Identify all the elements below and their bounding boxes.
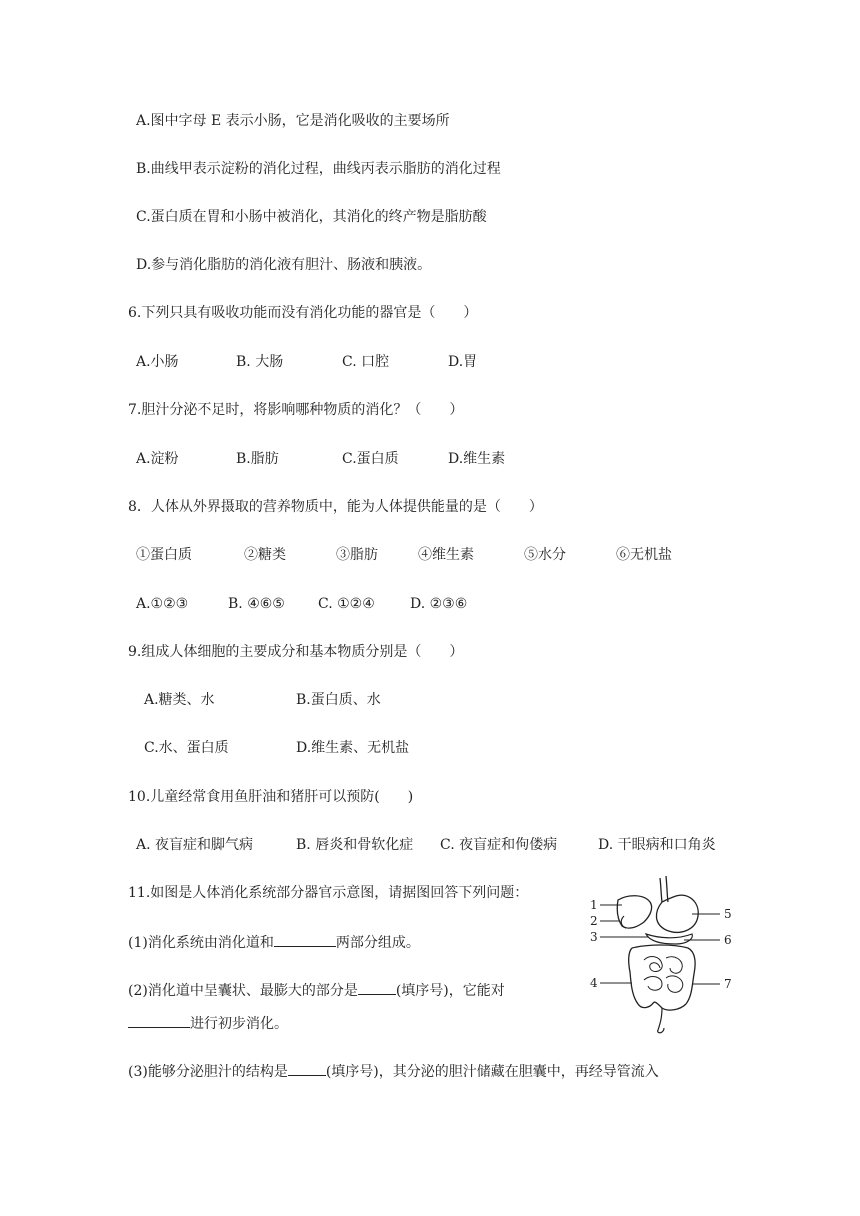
- q10-option-b: B. 唇炎和骨软化症: [296, 837, 414, 853]
- q11-part1-text-a: (1)消化系统由消化道和: [128, 935, 274, 951]
- q11-part2-cont: [128, 1013, 288, 1034]
- q6-stem: 6.下列只具有吸收功能而没有消化功能的器官是（ ）: [128, 305, 478, 321]
- q8-item-2: ②糖类: [244, 547, 286, 563]
- digestive-system-figure: [588, 872, 738, 1040]
- q11-part3-text-a: (3)能够分泌胆汁的结构是: [128, 1064, 288, 1080]
- q6-option-a: A.小肠: [136, 354, 179, 370]
- q8-item-4: ④维生素: [418, 547, 474, 563]
- q7-option-b: B.脂肪: [236, 451, 279, 467]
- q11-part3-text-b: (填序号)，其分泌的胆汁储藏在胆囊中，再经导管流入: [325, 1064, 659, 1080]
- q6-option-b: B. 大肠: [236, 354, 284, 370]
- q6-option-d: D.胃: [448, 354, 478, 370]
- q9-option-d: D.维生素、无机盐: [296, 740, 410, 756]
- q10-stem: 10.儿童经常食用鱼肝油和猪肝可以预防( ): [128, 789, 414, 805]
- q8-option-d: D. ②③⑥: [410, 596, 468, 612]
- q8-stem: 8．人体从外界摄取的营养物质中，能为人体提供能量的是（ ）: [128, 499, 543, 515]
- figure-label-3: 3: [590, 930, 598, 944]
- q9-option-a: A.糖类、水: [144, 692, 215, 708]
- figure-label-7: 7: [724, 977, 732, 991]
- figure-label-6: 6: [724, 933, 732, 947]
- q5-option-c: C.蛋白质在胃和小肠中被消化，其消化的终产物是脂肪酸: [136, 209, 487, 225]
- q11-part1: [128, 932, 420, 953]
- q8-item-1: ①蛋白质: [136, 547, 192, 563]
- q9-option-b: B.蛋白质、水: [296, 692, 381, 708]
- q7-option-c: C.蛋白质: [342, 451, 399, 467]
- q11-part2-text-b: (填序号)，它能对: [395, 983, 505, 999]
- q11-part2-text-a: (2)消化道中呈囊状、最膨大的部分是: [128, 983, 358, 999]
- q8-option-c: C. ①②④: [318, 596, 375, 612]
- figure-label-4: 4: [590, 976, 598, 990]
- q8-item-3: ③脂肪: [336, 547, 378, 563]
- q10-option-c: C. 夜盲症和佝偻病: [440, 837, 558, 853]
- q8-item-5: ⑤水分: [524, 547, 566, 563]
- q7-option-d: D.维生素: [448, 451, 506, 467]
- q11-part2: [128, 980, 505, 1001]
- q9-option-c: C.水、蛋白质: [144, 740, 229, 756]
- answer-blank[interactable]: [128, 1013, 190, 1028]
- answer-blank[interactable]: [358, 980, 396, 995]
- figure-label-1: 1: [590, 898, 598, 912]
- q11-part1-text-b: 两部分组成。: [335, 935, 420, 951]
- answer-blank[interactable]: [274, 932, 336, 947]
- q11-stem: 11.如图是人体消化系统部分器官示意图，请据图回答下列问题：: [128, 885, 529, 901]
- q8-item-6: ⑥无机盐: [616, 547, 672, 563]
- q5-option-a: A.图中字母 E 表示小肠，它是消化吸收的主要场所: [136, 113, 450, 129]
- figure-label-2: 2: [590, 914, 598, 928]
- answer-blank[interactable]: [288, 1061, 326, 1076]
- q11-part2-text-c: 进行初步消化。: [190, 1016, 288, 1032]
- q5-option-d: D.参与消化脂肪的消化液有胆汁、肠液和胰液。: [136, 257, 432, 273]
- q8-option-b: B. ④⑥⑤: [228, 596, 285, 612]
- q10-option-a: A. 夜盲症和脚气病: [136, 837, 254, 853]
- q7-option-a: A.淀粉: [136, 451, 179, 467]
- figure-label-5: 5: [724, 907, 732, 921]
- q9-stem: 9.组成人体细胞的主要成分和基本物质分别是（ ）: [128, 644, 464, 660]
- q5-option-b: B.曲线甲表示淀粉的消化过程，曲线丙表示脂肪的消化过程: [136, 161, 501, 177]
- q10-option-d: D. 干眼病和口角炎: [598, 837, 716, 853]
- digestive-system-diagram: [588, 872, 738, 1040]
- q8-option-a: A.①②③: [136, 596, 189, 612]
- q6-option-c: C. 口腔: [342, 354, 390, 370]
- q11-part3: [128, 1061, 659, 1082]
- q7-stem: 7.胆汁分泌不足时，将影响哪种物质的消化？（ ）: [128, 402, 464, 418]
